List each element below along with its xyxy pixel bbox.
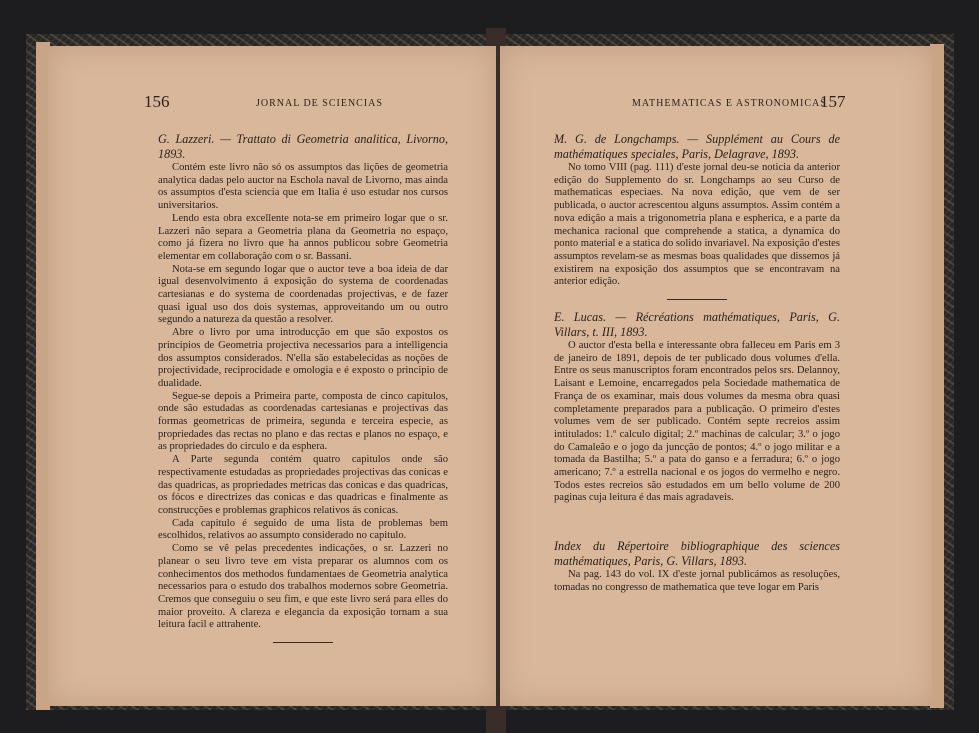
paragraph: Nota-se em segundo logar que o auctor teve a boa ideia de dar igual desenvolvimento á exposição do systema de coordenadas cartesianas e do systema de coordenadas projectivas, e de fazer quasi igual uso dos dois systemas, approveitando um ou outro segundo a natureza da questão a resolver. [158,263,448,326]
left-page-body [158,132,448,653]
right-running-head: MATHEMATICAS E ASTRONOMICAS [632,98,827,109]
paragraph: Cada capitulo é seguido de uma lista de problemas bem escolhidos, relativos ao assumpto considerado no capitulo. [158,517,448,542]
section-divider [667,299,727,300]
right-page-edges [930,44,944,708]
paragraph: A Parte segunda contém quatro capitulos onde são respectivamente estudadas as propriedades projectivas das conicas e das quadricas, as propriedades metricas das conicas e das quadricas, os fócos e directrizes das conicas e das quadricas e finalmente as construcções e problemas graphicos relativos ás conicas. [158,454,448,516]
left-page [48,46,496,706]
review-title: E. Lucas. — Récréations mathématiques, Paris, G. Villars, t. III, 1893. [554,310,840,340]
review-title: M. G. de Longchamps. — Supplément au Cours de mathématiques speciales, Paris, Delagrave, 1893. [554,132,840,161]
paragraph: Na pag. 143 do vol. IX d'este jornal publicámos as resoluções, tomadas no congresso de mathematica que teve logar em Paris [554,569,840,593]
paragraph: Abre o livro por uma introducção em que são expostos os principios de Geometria projectiva necessarios para a intelligencia dos assumptos considerados. N'ella são estabelecidas as noções de projectividade, reciprocidade e omologia e é exposto o principio de dualidade. [158,327,448,389]
left-running-head: JORNAL DE SCIENCIAS [256,98,383,109]
paragraph: No tomo VIII (pag. 111) d'este jornal deu-se noticia da anterior edição do Supplemento do sr. Longchamps ao seu Curso de mathematicas especiaes. Na nova edição, que vem de ser publicada, o auctor acrescentou alguns assumptos. Assim contém a nova edição a mais a trigonometria plana e espherica, e a parte da mechanica racional que comprehende a statica, a dynamica do ponto material e a statica do solido invariavel. Na exposição d'estes assumptos revelam-se as mesmas boas qualidades que dissemos já existirem na exposição dos assumptos que se encontravam na anterior edição. [554,162,840,288]
paragraph: O auctor d'esta bella e interessante obra falleceu em Paris em 3 de janeiro de 1891, depois de ter publicado dous volumes d'ella. Entre os seus manuscriptos foram encontrados pelos srs. Delannoy, Laisant e Lemoine, encarregados pela Sociedade mathematica de França de os examinar, mais dous volumes da mesma obra quasi completamente preparados para a publicação. O primeiro d'estes volumes vem de ser publicado. Contém septe recreios assim intitulados: 1.º calculo digital; 2.º machinas de calcular; 3.º o jogo do Camaleão e o jogo da juncção de pontos; 4.º o jogo militar e a tomada da Bastilha; 5.º a pata do ganso e a ferradura; 6.º o jogo americano; 7.º a estrella nacional e os jogos do vermelho e negro. Todos estes recreios são estudados em um bello volume de 200 paginas cuja leitura é das mais agradaveis. [554,340,840,504]
review-title: G. Lazzeri. — Trattato di Geometria analitica, Livorno, 1893. [158,132,448,161]
section-divider [273,642,333,643]
paragraph: Como se vê pelas precedentes indicações, o sr. Lazzeri no planear o seu livro teve em vista preparar os alumnos com os conhecimentos dos methodos fundamentaes de Geometria analytica necessarios para o estudo dos trabalhos modernos sobre Geometria. Cremos que conseguiu o seu fim, e que este livro será para elles do maior proveito. A clareza e elegancia da exposição tornam a sua leitura facil e attrahente. [158,543,448,631]
right-page-body [554,132,840,595]
paragraph: Lendo esta obra excellente nota-se em primeiro logar que o sr. Lazzeri não separa a Geometria plana da Geometria no espaço, como já fizera no livro que ha annos publicou sobre Geometria elementar em collaboração com o sr. Bassani. [158,212,448,262]
right-page [500,46,932,706]
paragraph: Contém este livro não só os assumptos das lições de geometria analytica dadas pelo auctor na Escholа naval de Livorno, mas ainda os assumptos d'esta sciencia que em Italia é uso estudar nos cursos universitarios. [158,162,448,212]
paragraph: Segue-se depois a Primeira parte, composta de cinco capitulos, onde são estudadas as coordenadas cartesianas e projectivas das formas geometricas de primeira, segunda e terceira especie, as propriedades das rectas no plano e das rectas e planos no espaço, e as propriedades do circulo e da esphera. [158,390,448,453]
right-page-number: 157 [820,92,846,111]
left-page-number: 156 [144,92,170,111]
review-title: Index du Répertoire bibliographique des sciences mathématiques, Paris, G. Villars, 1893. [554,539,840,569]
